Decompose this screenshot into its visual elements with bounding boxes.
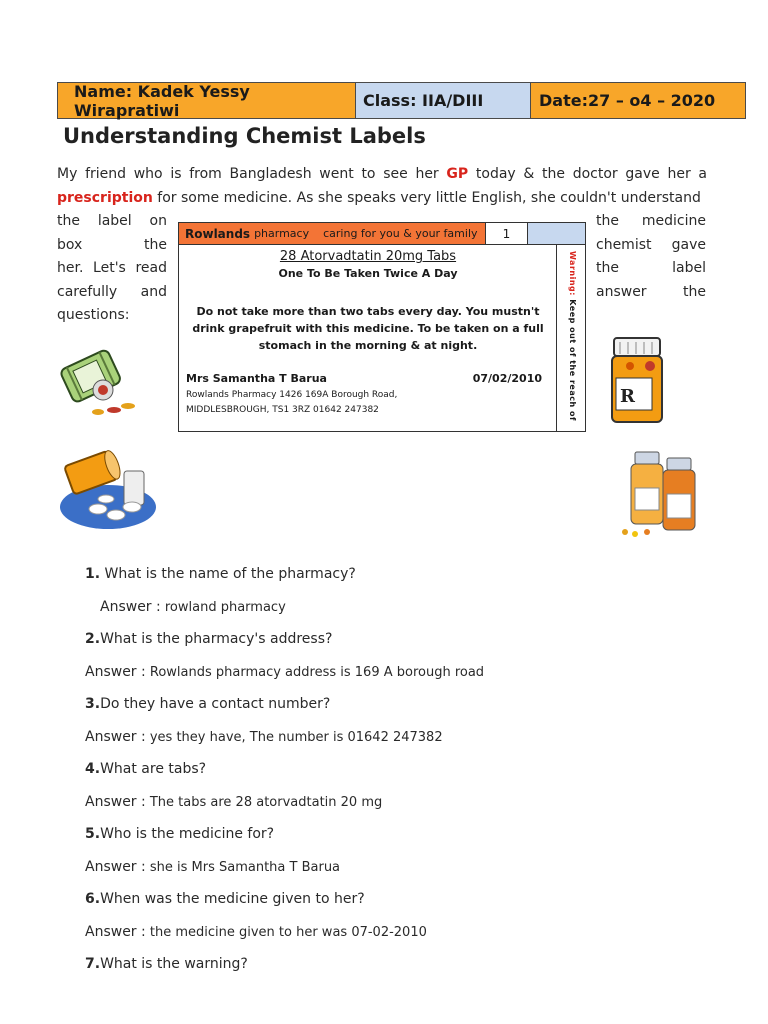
word: box [57,236,83,253]
right-line [596,281,706,305]
question-4 [85,761,206,777]
question-text: Do they have a contact number? [100,696,331,712]
warning-strip [561,251,581,427]
answer-6 [85,924,427,940]
answer-3 [85,729,443,745]
label-body [179,245,557,431]
question-7 [85,956,248,972]
answer-text: yes they have, The number is 01642 247382 [145,730,443,745]
answer-label: Answer : [85,924,146,940]
question-3 [85,696,330,712]
label-date: 07/02/2010 [472,372,542,385]
brand-name: Rowlands [185,226,251,241]
student-name: Name: Kadek Yessy Wirapratiwi [58,83,356,118]
spilled-pills-icon [58,443,160,535]
question-number: 1. [85,566,101,582]
question-5 [85,826,274,842]
answer-4 [85,794,382,810]
dose-instruction: One To Be Taken Twice A Day [278,267,458,280]
usage-instructions: Do not take more than two tabs every day. You mustn't drink grapefruit with this medicine. To be taken on a full stomach in the morning & at night. [192,305,544,352]
question-6 [85,891,365,907]
question-text: What is the pharmacy's address? [100,631,333,647]
brand-suffix: pharmacy [254,227,310,240]
answer-text: The tabs are 28 atorvadtatin 20 mg [145,795,383,810]
answer-label: Answer : [85,859,146,875]
worksheet-date: Date:27 – o4 – 2020 [531,83,745,118]
word: the [596,213,619,229]
warning-body: Keep out of the reach of [568,299,577,421]
right-line [596,210,706,234]
left-line [57,210,167,234]
left-line [57,257,167,281]
word: answer [596,283,647,300]
intro-text: for some medicine. As she speaks very little English, she couldn't understand [152,189,701,206]
answer-label: Answer : [85,664,146,680]
intro-paragraph [57,163,707,210]
pill-bottle-spill-icon [56,338,141,420]
drug-name: 28 Atorvadtatin 20mg Tabs [279,249,457,264]
word: label [672,260,706,276]
answer-text: rowland pharmacy [160,600,286,615]
svg-text:R: R [620,386,635,407]
question-number: 4. [85,761,101,777]
intro-prescription: prescription [57,189,153,206]
answer-label: Answer : [85,794,146,810]
answer-5 [85,859,340,875]
question-number: 5. [85,826,101,842]
word: gave [671,236,706,253]
word: her. [57,260,84,276]
warning-word: Warning: [568,251,577,300]
intro-gp: GP [446,166,469,182]
right-line [596,257,706,281]
word: questions: [57,307,130,323]
question-text: What is the warning? [100,956,248,972]
question-number: 6. [85,891,101,907]
label-blank-cell [528,223,585,244]
question-2 [85,631,332,647]
student-class: Class: IIA/DIII [356,83,531,118]
label-brand [179,223,486,244]
answer-label: Answer : [85,729,146,745]
answer-text: the medicine given to her was 07-02-2010 [145,925,427,940]
word: Let's [93,260,126,276]
answer-text: she is Mrs Samantha T Barua [145,860,341,875]
word: carefully [57,283,118,300]
word: and [140,283,167,300]
medicine-bottles-icon [617,448,707,540]
answer-1 [100,599,286,615]
left-line [57,304,167,328]
pharmacy-address: Rowlands Pharmacy 1426 169A Borough Road, [186,390,398,400]
word: the [683,283,706,300]
right-line [596,234,706,258]
label-quantity: 1 [486,223,528,244]
warning-text [568,251,577,421]
left-line [57,234,167,258]
answer-2 [85,664,484,680]
question-text: When was the medicine given to her? [100,891,365,907]
label-header [179,223,585,245]
question-number: 7. [85,956,101,972]
rx-bottle-icon [606,336,668,426]
medicine-label [178,222,586,432]
intro-text: My friend who is from Bangladesh went to see her [57,166,447,182]
left-line [57,281,167,305]
pharmacy-city-phone: MIDDLESBROUGH, TS1 3RZ 01642 247382 [186,405,379,415]
word: medicine [641,213,706,229]
brand-tagline: caring for you & your family [323,227,478,240]
intro-text: today & the doctor gave her a [468,166,707,182]
word: the [57,213,80,229]
question-text: What is the name of the pharmacy? [100,566,356,582]
question-number: 2. [85,631,101,647]
intro-right-column [596,210,706,304]
word: the [596,260,619,276]
intro-left-column [57,210,167,328]
question-text: Who is the medicine for? [100,826,275,842]
word: on [149,213,167,229]
question-text: What are tabs? [100,761,207,777]
page-title: Understanding Chemist Labels [63,124,426,148]
word: chemist [596,236,652,253]
question-number: 3. [85,696,101,712]
word: the [144,236,167,253]
question-1 [85,566,356,582]
patient-name: Mrs Samantha T Barua [186,372,327,385]
word: label [97,213,132,229]
answer-label: Answer : [100,599,161,615]
answer-text: Rowlands pharmacy address is 169 A borough road [145,665,485,680]
word: read [135,260,167,276]
header-table [57,82,746,119]
